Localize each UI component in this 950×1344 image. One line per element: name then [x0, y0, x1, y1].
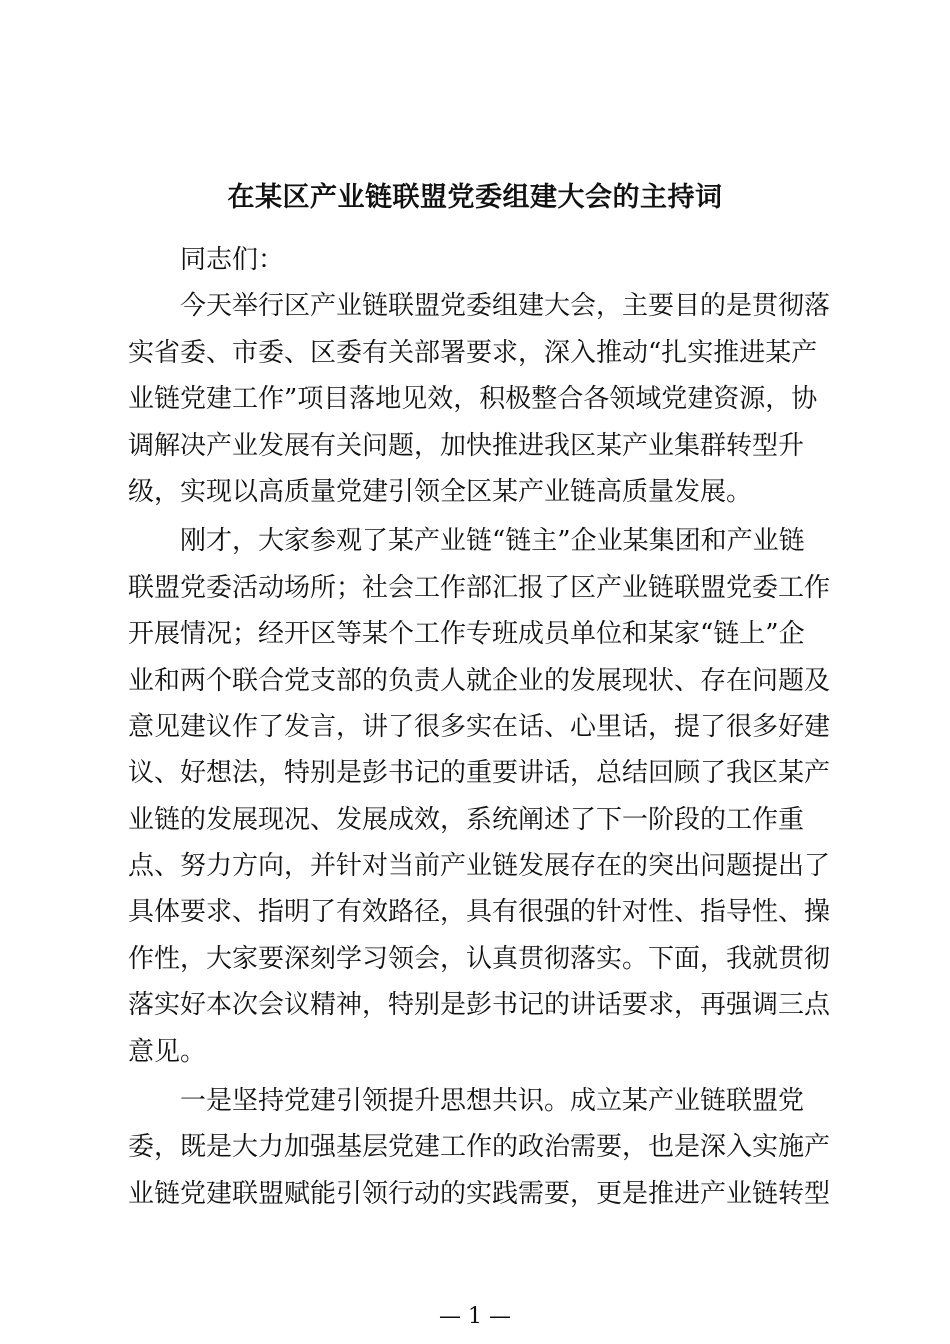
paragraph-line: 意见建议作了发言，讲了很多实在话、心里话，提了很多好建: [128, 711, 831, 742]
paragraph-1: [128, 283, 831, 515]
document-body: [128, 237, 831, 1217]
salutation: 同志们：: [180, 245, 285, 275]
paragraph-line: 意见。: [128, 1036, 207, 1067]
document-title: 在某区产业链联盟党委组建大会的主持词: [227, 182, 723, 213]
paragraph-line: 具体要求、指明了有效路径，具有很强的针对性、指导性、操: [128, 897, 831, 928]
paragraph-2: [128, 518, 831, 1075]
paragraph-line: 委，既是大力加强基层党建工作的政治需要，也是深入实施产: [128, 1132, 831, 1163]
paragraph-line: 落实好本次会议精神，特别是彭书记的讲话要求，再强调三点: [128, 990, 831, 1021]
paragraph-line: 业链的发展现况、发展成效，系统阐述了下一阶段的工作重: [128, 804, 805, 835]
paragraph-3: [128, 1078, 831, 1217]
paragraph-line: 调解决产业发展有关问题，加快推进我区某产业集群转型升: [128, 430, 805, 461]
paragraph-line: 业和两个联合党支部的负责人就企业的发展现状、存在问题及: [128, 665, 831, 696]
paragraph-line: 级，实现以高质量党建引领全区某产业链高质量发展。: [128, 476, 753, 507]
paragraph-line: 今天举行区产业链联盟党委组建大会，主要目的是贯彻落: [180, 291, 831, 322]
paragraph-line: 业链党建联盟赋能引领行动的实践需要，更是推进产业链转型: [128, 1178, 831, 1209]
paragraph-line: 议、好想法，特别是彭书记的重要讲话，总结回顾了我区某产: [128, 758, 831, 789]
paragraph-line: 联盟党委活动场所；社会工作部汇报了区产业链联盟党委工作: [128, 572, 831, 603]
paragraph-line: 业链党建工作”项目落地见效，积极整合各领域党建资源，协: [128, 384, 818, 415]
paragraph-line: 开展情况；经开区等某个工作专班成员单位和某家“链上”企: [128, 619, 805, 650]
paragraph-line: 实省委、市委、区委有关部署要求，深入推动“扎实推进某产: [128, 337, 818, 368]
page-number: — 1 —: [439, 1304, 511, 1329]
paragraph-line: 作性，大家要深刻学习领会，认真贯彻落实。下面，我就贯彻: [128, 943, 831, 974]
paragraph-line: 刚才，大家参观了某产业链“链主”企业某集团和产业链: [180, 526, 805, 557]
paragraph-line: 点、努力方向，并针对当前产业链发展存在的突出问题提出了: [128, 851, 831, 882]
paragraph-line: 一是坚持党建引领提升思想共识。成立某产业链联盟党: [180, 1086, 805, 1117]
